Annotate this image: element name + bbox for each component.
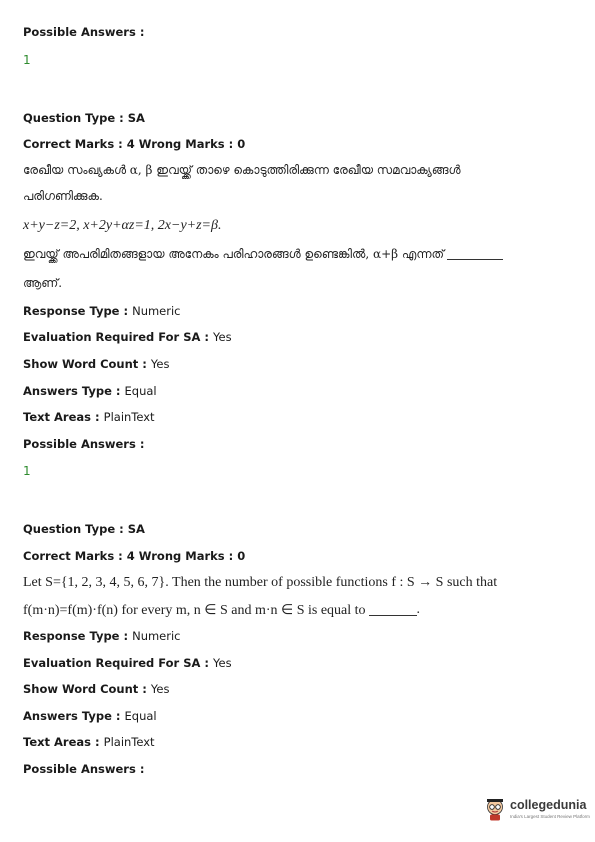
text-areas-value: PlainText	[103, 735, 155, 750]
question-type-label: Question Type :	[23, 521, 124, 536]
period: .	[416, 602, 421, 618]
text-areas	[23, 730, 573, 757]
marks-info: Correct Marks : 4 Wrong Marks : 0	[23, 548, 246, 563]
question-equations: x+y−z=2, x+2y+αz=1, 2x−y+z=β.	[23, 217, 222, 233]
question-type-value: SA	[127, 521, 145, 536]
evaluation-required	[23, 325, 573, 352]
possible-answers-label: Possible Answers :	[23, 762, 145, 777]
question-text-line	[23, 240, 573, 269]
document-page	[23, 20, 573, 783]
text-areas-value: PlainText	[103, 410, 155, 425]
possible-answers-label: Possible Answers :	[23, 436, 145, 451]
answers-type-label: Answers Type :	[23, 708, 121, 723]
question-block	[23, 105, 573, 484]
question-type-label: Question Type :	[23, 110, 124, 125]
answers-type-label: Answers Type :	[23, 383, 121, 398]
question-text-line: Let S={1, 2, 3, 4, 5, 6, 7}. Then the number of possible functions f : S → S such that	[23, 575, 498, 591]
show-word-count-label: Show Word Count :	[23, 682, 147, 697]
evaluation-required-value: Yes	[213, 655, 232, 670]
answers-type-value: Equal	[124, 383, 157, 398]
show-word-count-value: Yes	[150, 682, 170, 697]
question-text-segment: ഇവയ്ക്ക് അപരിമിതങ്ങളായ അനേകം പരിഹാരങ്ങൾ ഉണ്ടെങ്കിൽ, α+β എന്നത്	[23, 247, 445, 262]
collegedunia-logo	[483, 796, 590, 822]
response-type	[23, 624, 573, 651]
text-areas-label: Text Areas :	[23, 735, 100, 750]
answers-type	[23, 704, 573, 731]
show-word-count	[23, 352, 573, 379]
answers-type	[23, 378, 573, 405]
logo-name: collegedunia	[510, 798, 587, 813]
evaluation-required-value: Yes	[213, 330, 232, 345]
text-areas	[23, 405, 573, 432]
answers-type-value: Equal	[124, 708, 157, 723]
question-text-line: രേഖീയ സംഖ്യകൾ α, β ഇവയ്ക്ക് താഴെ കൊടുത്തിരിക്കുന്ന രേഖീയ സമവാക്യങ്ങൾ	[23, 162, 461, 177]
evaluation-required	[23, 650, 573, 677]
evaluation-required-label: Evaluation Required For SA :	[23, 655, 210, 670]
show-word-count-label: Show Word Count :	[23, 356, 147, 371]
evaluation-required-label: Evaluation Required For SA :	[23, 330, 210, 345]
logo-tagline: India's Largest Student Review Platform	[510, 813, 590, 819]
question-block	[23, 517, 573, 784]
mascot-icon	[483, 796, 507, 822]
response-type	[23, 298, 573, 325]
logo-text-group	[510, 799, 590, 819]
show-word-count	[23, 677, 573, 704]
question-type	[23, 517, 573, 544]
answer-blank	[369, 605, 417, 616]
question-type	[23, 105, 573, 132]
question-text-line	[23, 597, 573, 624]
possible-answer-value: 1	[23, 464, 31, 479]
response-type-value: Numeric	[132, 303, 181, 318]
text-areas-label: Text Areas :	[23, 410, 100, 425]
show-word-count-value: Yes	[150, 356, 170, 371]
possible-answer-value: 1	[23, 52, 31, 67]
answer-blank	[447, 249, 503, 260]
question-type-value: SA	[127, 110, 145, 125]
question-text-segment: f(m·n)=f(m)·f(n) for every m, n ∈ S and m·n ∈ S is equal to	[23, 602, 366, 618]
response-type-label: Response Type :	[23, 629, 129, 644]
question-text-line: ആണ്.	[23, 276, 63, 291]
response-type-value: Numeric	[132, 629, 181, 644]
possible-answers-label: Possible Answers :	[23, 25, 145, 40]
response-type-label: Response Type :	[23, 303, 129, 318]
marks-info: Correct Marks : 4 Wrong Marks : 0	[23, 137, 246, 152]
question-text-line: പരിഗണിക്കുക.	[23, 189, 103, 204]
